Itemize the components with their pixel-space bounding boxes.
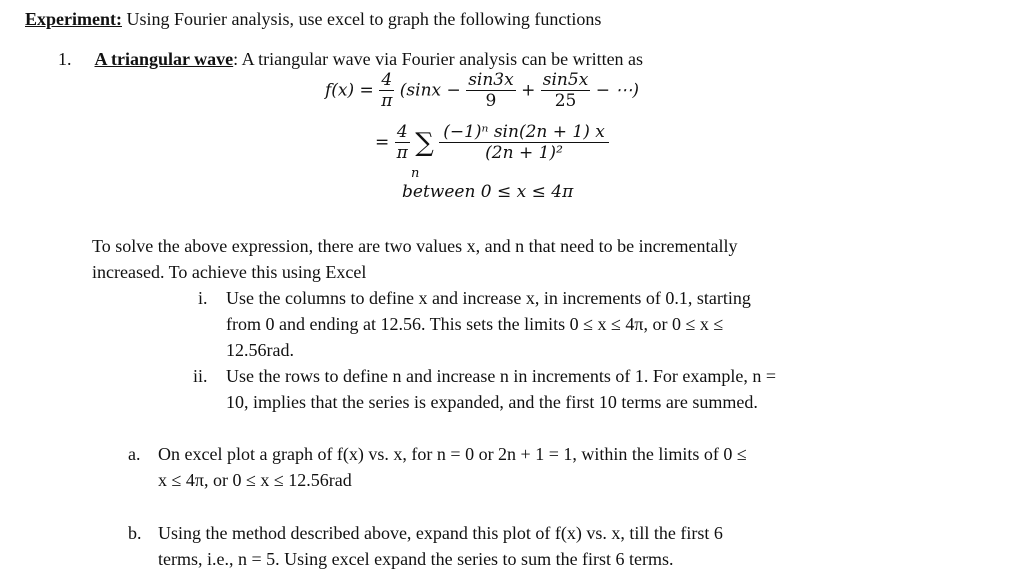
task-a-line-1: On excel plot a graph of f(x) vs. x, for n = 0 or 2n + 1 = 1, within the limits of 0 ≤ xyxy=(158,444,747,464)
summation xyxy=(415,127,434,158)
formula-coefficient xyxy=(379,70,394,111)
roman-i-line-3: 12.56rad. xyxy=(226,340,294,360)
roman-i-marker: i. xyxy=(198,288,208,308)
task-b-line-1: Using the method described above, expand this plot of f(x) vs. x, till the first 6 xyxy=(158,523,723,543)
formula-plus: + xyxy=(521,80,536,101)
roman-ii-line-1: Use the rows to define n and increase n in increments of 1. For example, n = xyxy=(226,366,776,386)
formula-range: between 0 ≤ x ≤ 4π xyxy=(402,182,574,202)
term-2-numerator: sin3x xyxy=(468,70,514,90)
coef-2-denominator: π xyxy=(396,143,408,163)
task-b-marker: b. xyxy=(128,523,142,543)
item-1-number: 1. xyxy=(58,49,72,69)
coef-denominator: π xyxy=(381,91,393,111)
sigma-icon: ∑ xyxy=(415,127,434,158)
formula-term-3 xyxy=(541,70,591,111)
heading-text: Using Fourier analysis, use excel to graph the following functions xyxy=(126,9,602,29)
item-1-title: A triangular wave xyxy=(94,49,234,69)
paragraph-line-2: increased. To achieve this using Excel xyxy=(92,262,367,282)
item-1-intro: : A triangular wave via Fourier analysis can be written as xyxy=(233,49,644,69)
heading xyxy=(25,6,601,32)
sum-denominator: (2n + 1)² xyxy=(485,143,563,163)
roman-ii-line-2: 10, implies that the series is expanded, and the first 10 terms are summed. xyxy=(226,392,758,412)
formula-line-1 xyxy=(325,70,639,111)
formula-coefficient-2 xyxy=(395,122,410,163)
formula-line-2 xyxy=(375,122,609,163)
formula-term-2 xyxy=(466,70,516,111)
formula-lhs: f(x) = xyxy=(325,80,374,101)
coef-2-numerator: 4 xyxy=(395,122,410,143)
item-1 xyxy=(58,46,643,72)
formula-tail: − ⋯) xyxy=(595,80,639,101)
roman-i-line-1: Use the columns to define x and increase x, in increments of 0.1, starting xyxy=(226,288,751,308)
coef-numerator: 4 xyxy=(379,70,394,91)
formula-sum-term xyxy=(439,122,609,163)
sum-numerator: (−1)ⁿ sin(2n + 1) x xyxy=(439,122,609,143)
roman-i-line-2: from 0 and ending at 12.56. This sets the limits 0 ≤ x ≤ 4π, or 0 ≤ x ≤ xyxy=(226,314,724,334)
formula-equals: = xyxy=(375,132,390,153)
term-3-denominator: 25 xyxy=(554,91,577,111)
task-b-line-2: terms, i.e., n = 5. Using excel expand the series to sum the first 6 terms. xyxy=(158,549,674,569)
roman-ii-marker: ii. xyxy=(193,366,208,386)
task-a-line-2: x ≤ 4π, or 0 ≤ x ≤ 12.56rad xyxy=(158,470,352,490)
heading-label: Experiment: xyxy=(25,9,122,29)
paragraph-line-1: To solve the above expression, there are two values x, and n that need to be incrementally xyxy=(92,236,738,256)
formula-open: (sinx − xyxy=(399,80,461,101)
task-a-marker: a. xyxy=(128,444,141,464)
term-2-denominator: 9 xyxy=(485,91,497,111)
term-3-numerator: sin5x xyxy=(542,70,589,90)
sum-index: n xyxy=(411,166,420,181)
